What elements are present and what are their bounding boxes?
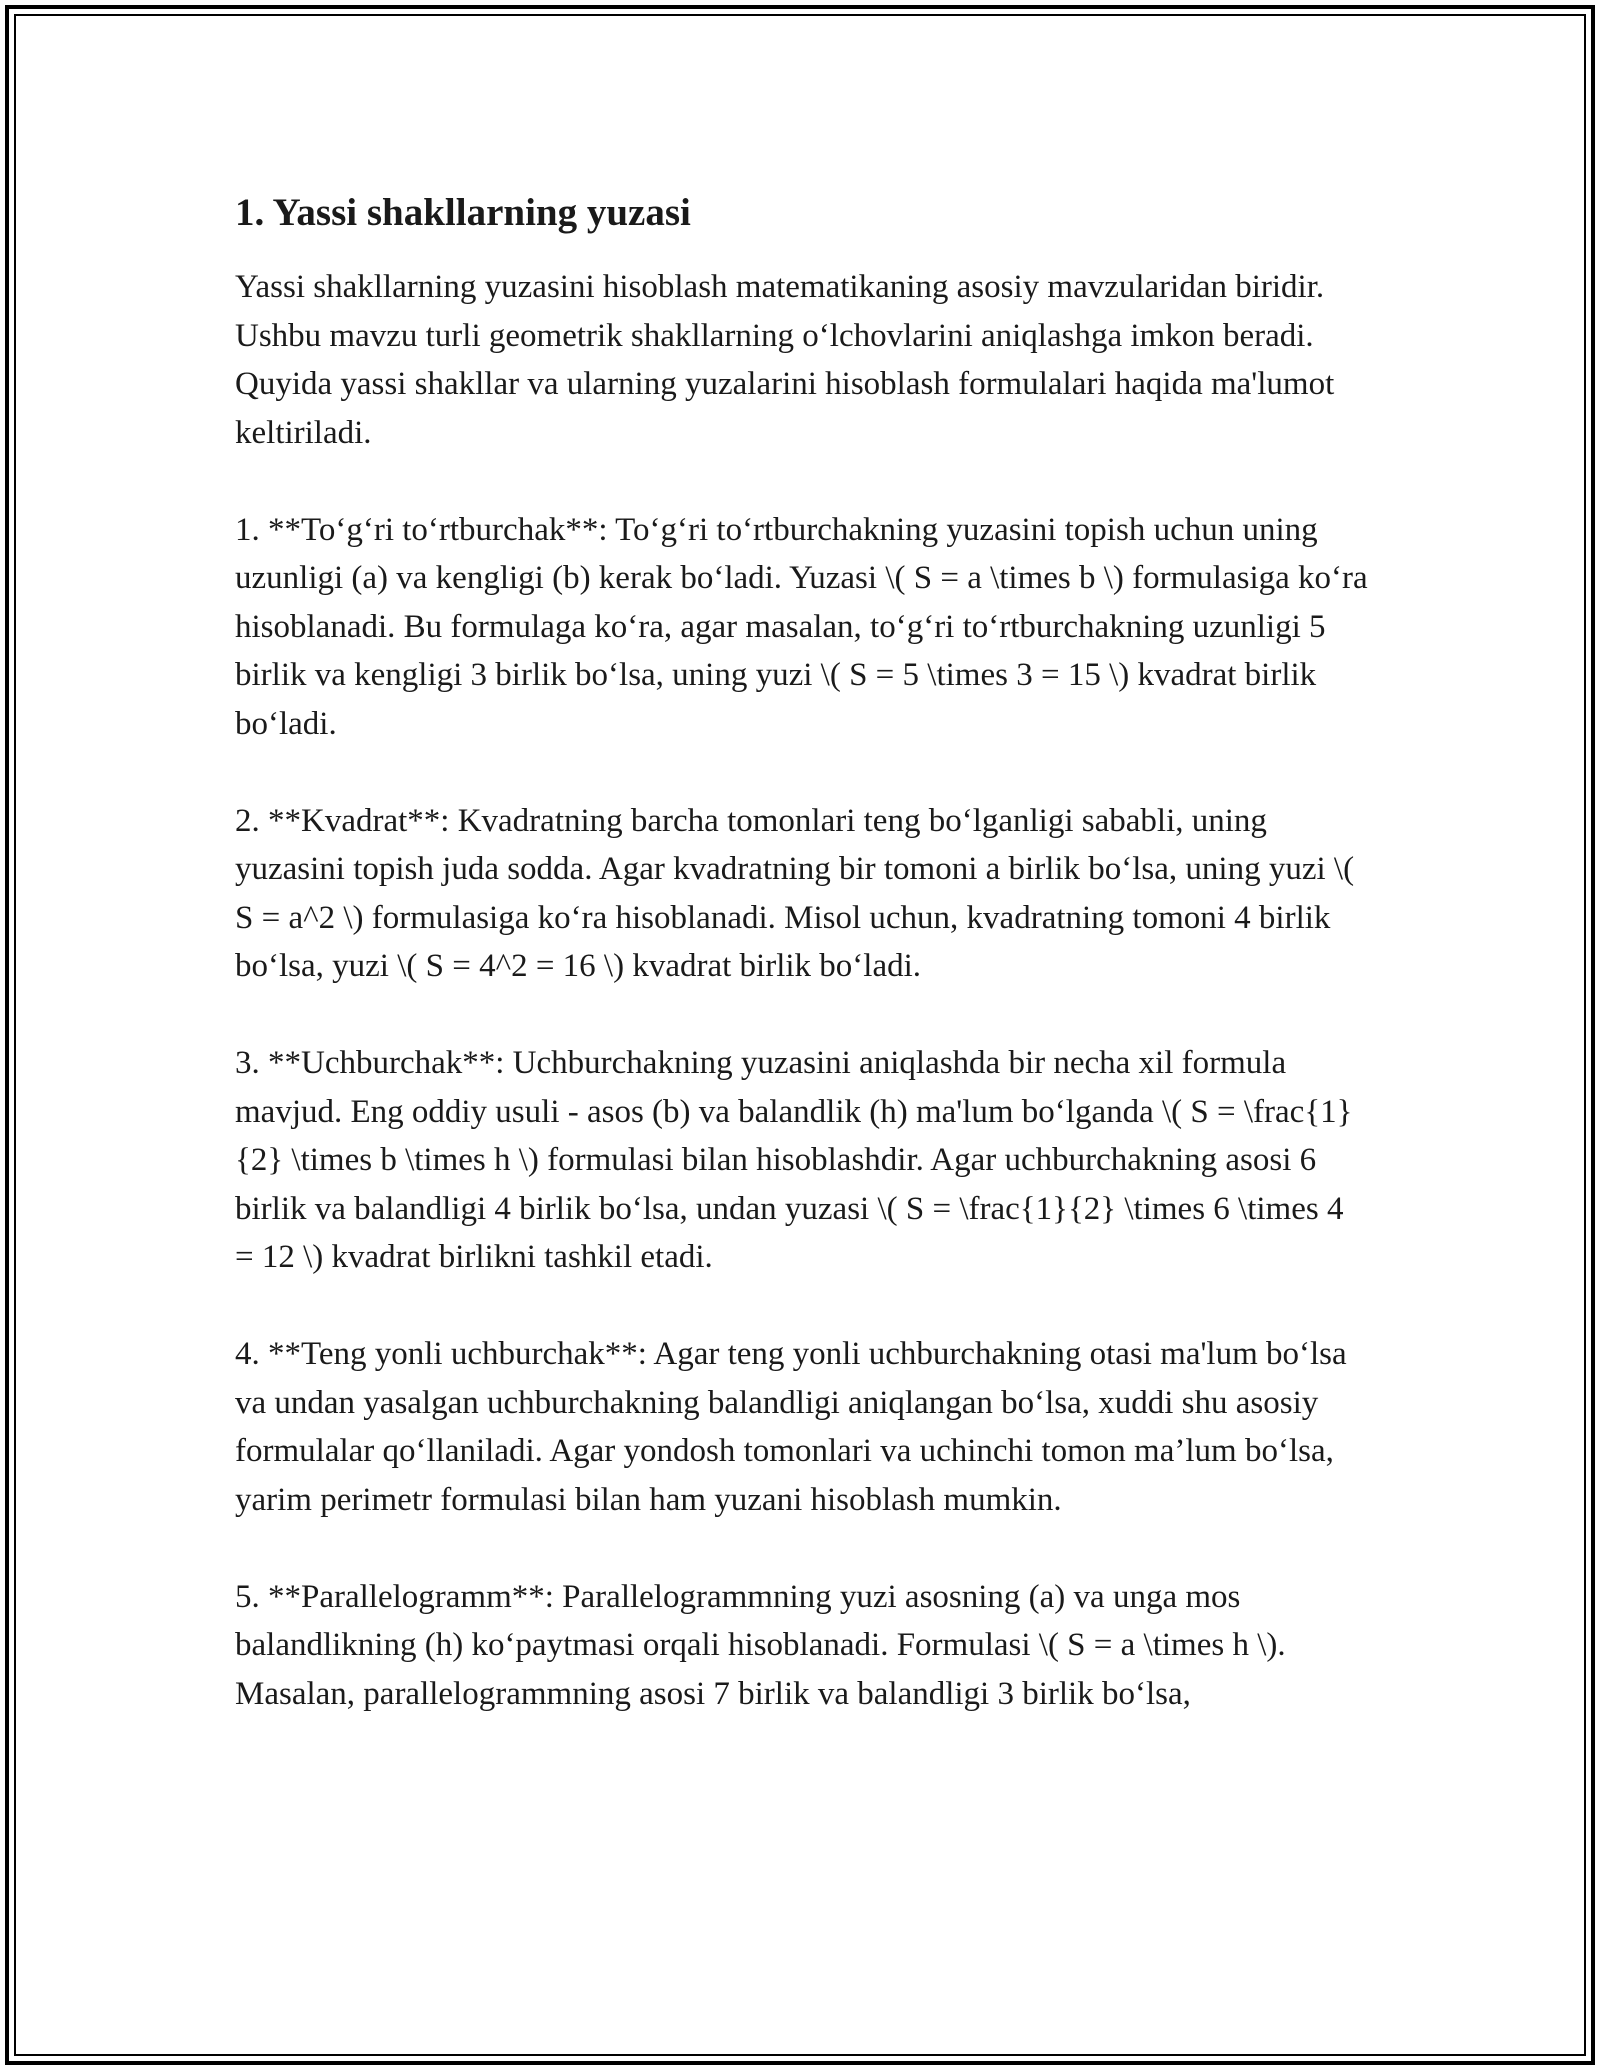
paragraph-square: 2. **Kvadrat**: Kvadratning barcha tomonlari teng bo‘lganligi sababli, uning yuzasini topish juda sodda. Agar kvadratning bir tomoni a birlik bo‘lsa, uning yuzi \( S = a^2 \) formulasiga ko‘ra hisoblanadi. Misol uchun, kvadratning tomoni 4 birlik bo‘lsa, yuzi \( S = 4^2 = 16 \) kvadrat birlik bo‘ladi. — [235, 802, 1355, 984]
document-title: 1. Yassi shakllarning yuzasi — [235, 191, 691, 234]
paragraph-parallelogram: 5. **Parallelogramm**: Parallelogrammning yuzi asosning (a) va unga mos balandlikning (h) ko‘paytmasi orqali hisoblanadi. Formulasi \( S = a \times h \). Masalan, parallelogrammning asosi 7 birlik va balandligi 3 birlik bo‘lsa, — [235, 1578, 1286, 1712]
document-page — [235, 185, 1370, 1767]
paragraph-rectangle: 1. **To‘g‘ri to‘rtburchak**: To‘g‘ri to‘rtburchakning yuzasini topish uchun uning uzunligi (a) va kengligi (b) kerak bo‘ladi. Yuzasi \( S = a \times b \) formulasiga ko‘ra hisoblanadi. Bu formulaga ko‘ra, agar masalan, to‘g‘ri to‘rtburchakning uzunligi 5 birlik va kengligi 3 birlik bo‘lsa, uning yuzi \( S = 5 \times 3 = 15 \) kvadrat birlik bo‘ladi. — [235, 511, 1368, 742]
paragraph-intro: Yassi shakllarning yuzasini hisoblash matematikaning asosiy mavzularidan biridir. Ushbu mavzu turli geometrik shakllarning o‘lchovlarini aniqlashga imkon beradi. Quyida yassi shakllar va ularning yuzalarini hisoblash formulalari haqida ma'lumot keltiriladi. — [235, 269, 1335, 451]
paragraph-isosceles-triangle: 4. **Teng yonli uchburchak**: Agar teng yonli uchburchakning otasi ma'lum bo‘lsa va undan yasalgan uchburchakning balandligi aniqlangan bo‘lsa, xuddi shu asosiy formulalar qo‘llaniladi. Agar yondosh tomonlari va uchinchi tomon ma’lum bo‘lsa, yarim perimetr formulasi bilan ham yuzani hisoblash mumkin. — [235, 1336, 1347, 1518]
paragraph-triangle: 3. **Uchburchak**: Uchburchakning yuzasini aniqlashda bir necha xil formula mavjud. Eng oddiy usuli - asos (b) va balandlik (h) ma'lum bo‘lganda \( S = \frac{1}{2} \times b \times h \) formulasi bilan hisoblashdir. Agar uchburchakning asosi 6 birlik va balandligi 4 birlik bo‘lsa, undan yuzasi \( S = \frac{1}{2} \times 6 \times 4 = 12 \) kvadrat birlikni tashkil etadi. — [235, 1045, 1353, 1275]
